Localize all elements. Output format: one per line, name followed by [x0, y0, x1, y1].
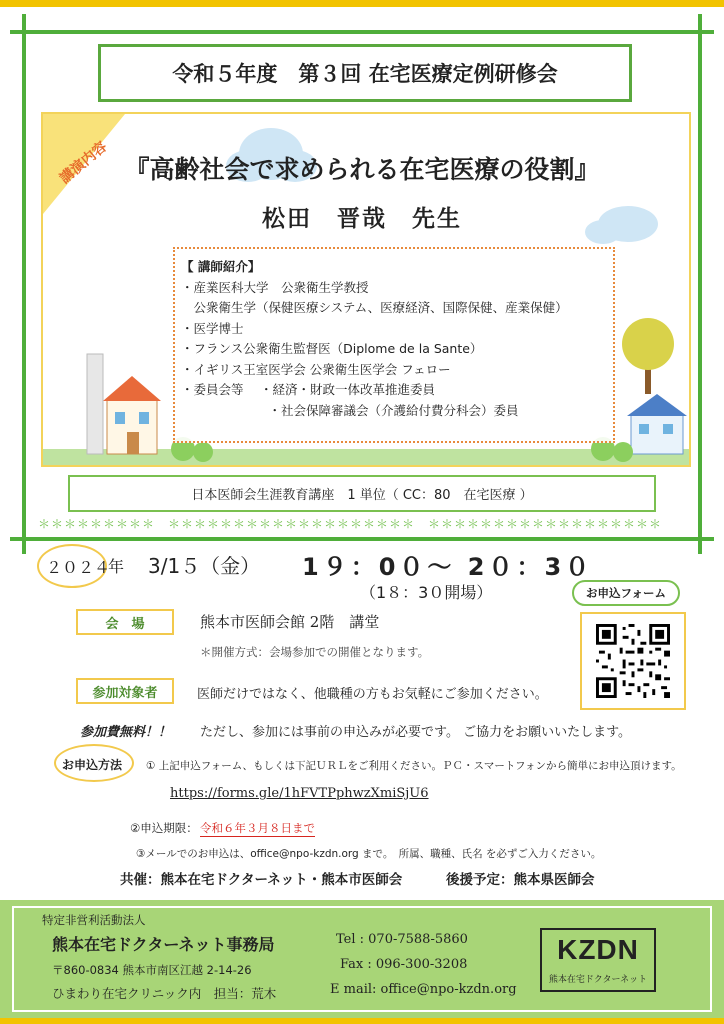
- profile-line: 公衆衛生学（保健医療システム、医療経済、国際保健、産業保健）: [181, 300, 568, 315]
- frame-top-line: [10, 30, 714, 34]
- org-contact: ひまわり在宅クリニック内 担当：荒木: [52, 986, 277, 1001]
- deadline-label: ②申込期限：: [130, 821, 198, 835]
- event-title: 令和５年度 第３回 在宅医療定例研修会: [172, 62, 558, 86]
- speaker-name: 松田 晋哉 先生: [262, 205, 462, 232]
- apply-label: お申込方法: [62, 758, 123, 772]
- qr-code-frame[interactable]: [580, 612, 686, 710]
- profile-line: ・フランス公衆衛生監督医（Diplome de la Sante）: [181, 341, 483, 356]
- application-form-label: [572, 580, 680, 606]
- year-suffix: 年: [108, 557, 125, 576]
- cme-credit-text: 日本医師会生涯教育講座 1 単位（ CC：80 在宅医療 ）: [191, 488, 533, 503]
- doors-open: （1８：3０開場）: [360, 583, 493, 602]
- venue-label: [76, 609, 174, 635]
- event-date: 3/1５（金）: [148, 554, 261, 578]
- fee-note: ただし、参加には事前の申込みが必要です。 ご協力をお願いいたします。: [200, 725, 632, 740]
- profile-heading: 【 講師紹介】: [181, 259, 261, 274]
- profile-line: ・産業医科大学 公衆衛生学教授: [181, 279, 369, 295]
- supporter: 後援予定：熊本県医師会: [446, 872, 595, 888]
- org-type: 特定非営利活動法人: [42, 913, 146, 927]
- bottom-gold-bar: [0, 1017, 724, 1024]
- lecture-tag: 講演内容: [57, 138, 111, 187]
- apply-step-1: ① 上記申込フォーム、もしくは下記ＵＲＬをご利用ください。ＰＣ・スマートフォンから簡単にお申込頂けます。: [146, 760, 682, 772]
- venue-label-text: 会 場: [105, 616, 145, 632]
- cme-credit-box: [68, 475, 656, 512]
- frame-bottom-line: [10, 537, 714, 541]
- application-url-link[interactable]: https://forms.gle/1hFVTPphwzXmiSjU6: [170, 786, 429, 801]
- venue-note: ＊開催方式：会場参加での開催となります。: [200, 645, 430, 659]
- application-form-text: お申込フォーム: [586, 586, 666, 600]
- event-title-box: [98, 44, 632, 102]
- speaker-profile: [173, 247, 615, 443]
- tree-icon: [622, 318, 674, 394]
- frame-left-line: [22, 14, 26, 554]
- frame-right-line: [698, 14, 702, 554]
- fee-free: 参加費無料！！: [80, 725, 172, 740]
- kzdn-logo: [540, 928, 656, 992]
- profile-line: ・医学博士: [181, 320, 244, 336]
- building-icon: [87, 354, 161, 454]
- audience-label: [76, 678, 174, 704]
- apply-step-3: ③メールでのお申込は、office@npo-kzdn.org まで。 所属、職種、氏名 を必ずご入力ください。: [136, 848, 602, 860]
- deadline-value: 令和６年３月８日まで: [200, 821, 315, 835]
- audience-label-text: 参加対象者: [92, 685, 158, 701]
- org-address: 〒860-0834 熊本市南区江越 2-14-26: [52, 963, 252, 977]
- audience-value: 医師だけではなく、他職種の方もお気軽にご参加ください。: [197, 687, 548, 702]
- logo-subtext: 熊本在宅ドクターネット: [548, 975, 648, 985]
- org-name: 熊本在宅ドクターネット事務局: [52, 935, 275, 954]
- lecture-title: 『高齢社会で求められる在宅医療の役割』: [124, 155, 600, 184]
- event-time: 1９：0０～ 2０：3０: [302, 553, 594, 581]
- co-host: 共催：熊本在宅ドクターネット・熊本市医師会: [120, 872, 403, 888]
- logo-text: KZDN: [557, 934, 639, 965]
- qr-code-icon: [596, 624, 670, 698]
- top-gold-bar: [0, 0, 724, 7]
- profile-line: ・社会保障審議会（介護給付費分科会）委員: [181, 402, 519, 418]
- profile-line: ・委員会等 ・経済・財政一体改革推進委員: [181, 382, 435, 397]
- org-tel: Tel : 070-7588-5860: [336, 932, 468, 947]
- house-icon: [627, 394, 687, 454]
- profile-line: ・イギリス王室医学会 公衆衛生医学会 フェロー: [181, 361, 451, 377]
- event-year: ２０２４: [46, 558, 111, 577]
- dotted-divider: ＊＊＊＊＊＊＊＊＊ ＊＊＊＊＊＊＊＊＊＊＊＊＊＊＊＊＊＊＊ ＊＊＊＊＊＊＊＊＊＊＊＊＊＊＊＊＊＊: [38, 517, 663, 531]
- venue-value: 熊本市医師会館 2階 講堂: [200, 613, 380, 631]
- org-fax: Fax : 096-300-3208: [340, 957, 468, 972]
- org-email[interactable]: E mail: office@npo-kzdn.org: [330, 982, 517, 997]
